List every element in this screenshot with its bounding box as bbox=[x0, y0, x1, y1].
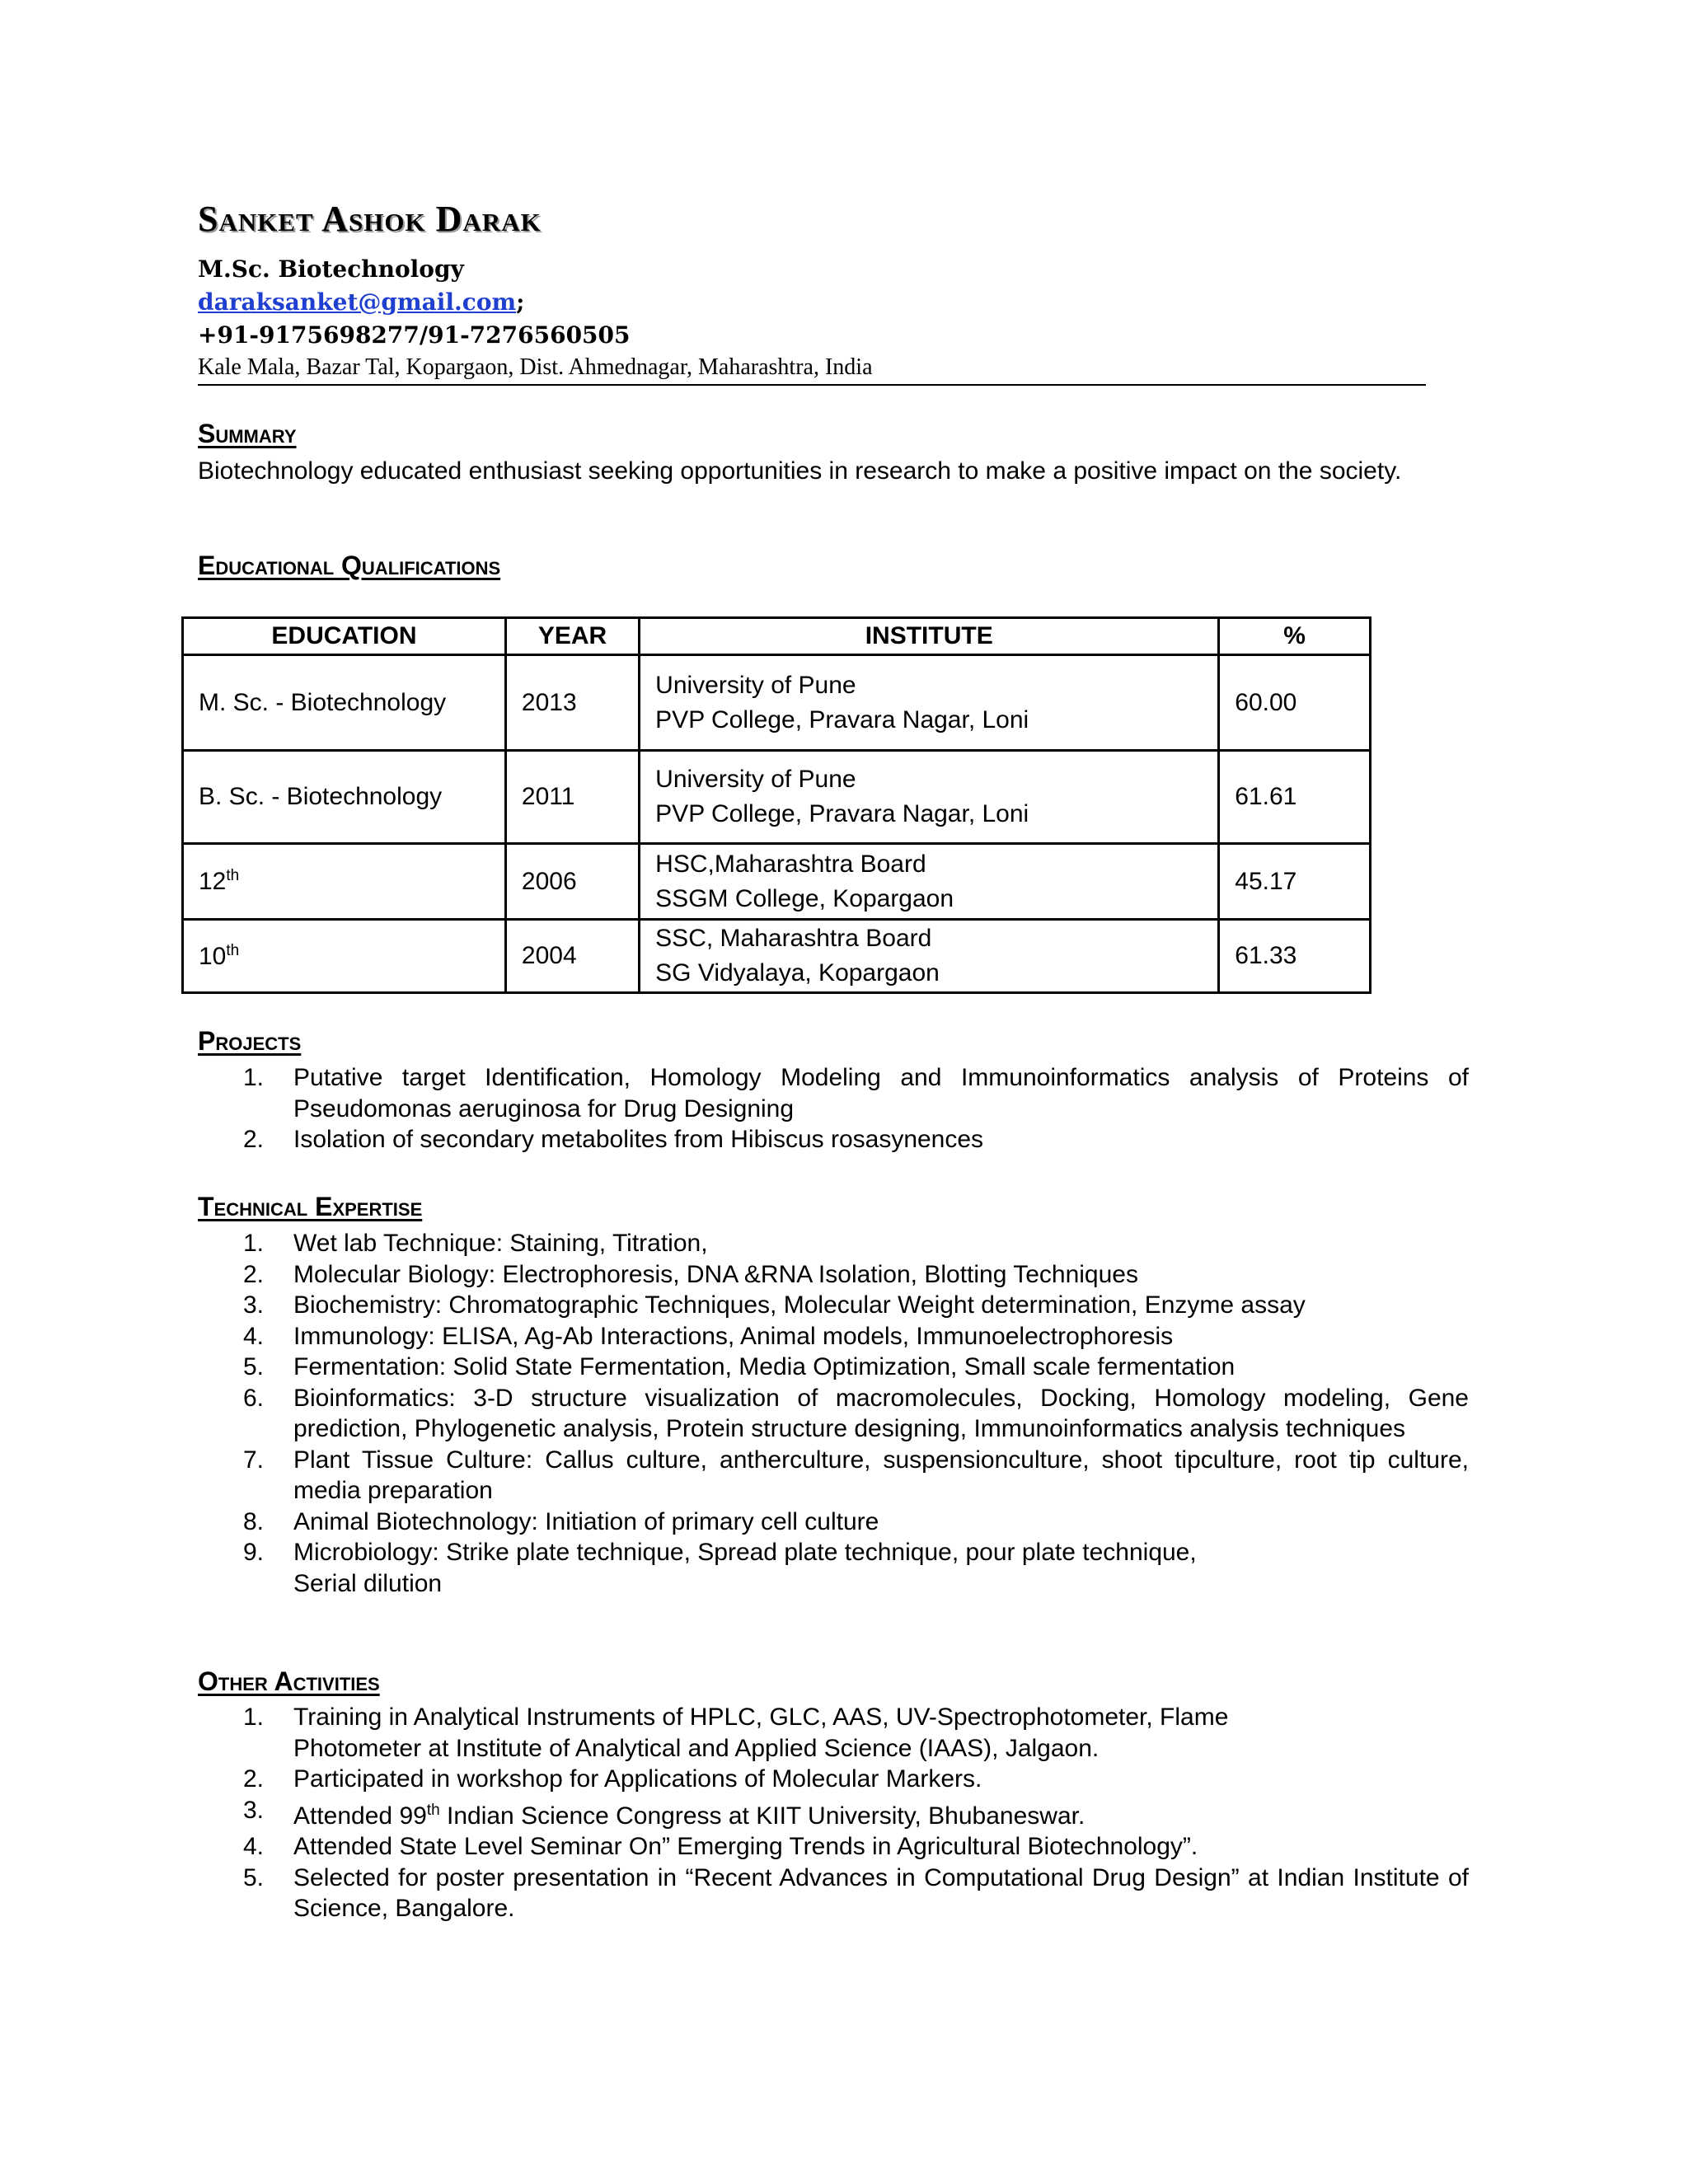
item-text: Putative target Identification, Homology Modeling and Immunoinformatics analysis of Proteins of Pseudomonas aeruginosa for Drug Designing bbox=[293, 1064, 1469, 1122]
institute-line: SSGM College, Kopargaon bbox=[655, 884, 954, 912]
item-number: 4. bbox=[243, 1833, 265, 1860]
year-cell: 2006 bbox=[505, 844, 639, 920]
list-item bbox=[198, 1537, 1469, 1599]
item-number: 5. bbox=[243, 1353, 265, 1380]
email-suffix: ; bbox=[516, 288, 525, 316]
table-row bbox=[183, 844, 1371, 920]
item-number: 7. bbox=[243, 1446, 265, 1474]
item-text: Biochemistry: Chromatographic Techniques, Molecular Weight determination, Enzyme assay bbox=[293, 1291, 1306, 1319]
list-item bbox=[198, 1702, 1469, 1764]
item-text: Isolation of secondary metabolites from Hibiscus rosasynences bbox=[293, 1126, 984, 1153]
email-line bbox=[198, 288, 525, 316]
column-header-percent: % bbox=[1219, 618, 1371, 655]
email-link[interactable]: daraksanket@gmail.com bbox=[198, 288, 517, 316]
item-number: 1. bbox=[243, 1064, 265, 1091]
summary-text: Biotechnology educated enthusiast seeking opportunities in research to make a positive impact on the society. bbox=[198, 457, 1402, 485]
item-text: Attended State Level Seminar On” Emerging Trends in Agricultural Biotechnology”. bbox=[293, 1833, 1198, 1860]
technical-heading: Technical Expertise bbox=[198, 1192, 423, 1221]
degree: M.Sc. Biotechnology bbox=[198, 255, 464, 283]
institute-line: HSC,Maharashtra Board bbox=[655, 850, 926, 878]
percent-cell: 60.00 bbox=[1219, 655, 1371, 751]
list-item bbox=[198, 1259, 1469, 1291]
institute-line: SSC, Maharashtra Board bbox=[655, 925, 932, 952]
item-text: Attended 99 bbox=[293, 1802, 427, 1830]
education-cell bbox=[183, 655, 506, 751]
item-text: Microbiology: Strike plate technique, Spread plate technique, pour plate technique, bbox=[293, 1539, 1197, 1566]
item-text: Fermentation: Solid State Fermentation, Media Optimization, Small scale fermentation bbox=[293, 1353, 1236, 1380]
ordinal-suffix: th bbox=[226, 867, 240, 884]
education-text: B. Sc. - Biotechnology bbox=[199, 783, 443, 810]
percent-cell: 45.17 bbox=[1219, 844, 1371, 920]
institute-line: PVP College, Pravara Nagar, Loni bbox=[655, 800, 1029, 827]
institute-line: SG Vidyalaya, Kopargaon bbox=[655, 959, 940, 987]
other-activities-heading: Other Activities bbox=[198, 1666, 380, 1696]
institute-cell bbox=[640, 920, 1219, 993]
item-number: 3. bbox=[243, 1291, 265, 1319]
education-table bbox=[181, 616, 1372, 994]
item-text: Plant Tissue Culture: Callus culture, antherculture, suspensionculture, shoot tipculture, root tip culture, media preparation bbox=[293, 1446, 1469, 1504]
item-number: 8. bbox=[243, 1507, 265, 1535]
candidate-name: Sanket Ashok Darak bbox=[198, 199, 542, 239]
list-item bbox=[198, 1863, 1469, 1924]
item-text: Training in Analytical Instruments of HPLC, GLC, AAS, UV-Spectrophotometer, Flame bbox=[293, 1704, 1229, 1731]
item-text: Participated in workshop for Applications of Molecular Markers. bbox=[293, 1765, 982, 1793]
list-item bbox=[198, 1383, 1469, 1445]
list-item bbox=[198, 1062, 1469, 1124]
education-cell bbox=[183, 920, 506, 993]
table-header-row bbox=[183, 618, 1371, 655]
item-text: Animal Biotechnology: Initiation of primary cell culture bbox=[293, 1507, 879, 1535]
table-row bbox=[183, 920, 1371, 993]
item-number: 5. bbox=[243, 1863, 265, 1891]
item-text: Molecular Biology: Electrophoresis, DNA &RNA Isolation, Blotting Techniques bbox=[293, 1260, 1138, 1288]
institute-cell bbox=[640, 751, 1219, 844]
item-number: 3. bbox=[243, 1796, 265, 1824]
other-activities-list bbox=[198, 1702, 1469, 1924]
item-number: 1. bbox=[243, 1230, 265, 1257]
column-header-education: EDUCATION bbox=[183, 618, 506, 655]
item-text-continued: Serial dilution bbox=[293, 1569, 443, 1597]
technical-list bbox=[198, 1228, 1469, 1599]
education-cell bbox=[183, 844, 506, 920]
institute-line: University of Pune bbox=[655, 671, 856, 699]
list-item bbox=[198, 1321, 1469, 1352]
list-item bbox=[198, 1831, 1469, 1863]
column-header-institute: INSTITUTE bbox=[640, 618, 1219, 655]
summary-heading: Summary bbox=[198, 419, 297, 448]
list-item bbox=[198, 1124, 1469, 1155]
ordinal-suffix: th bbox=[426, 1801, 440, 1819]
education-text: 12 bbox=[199, 868, 227, 895]
item-number: 2. bbox=[243, 1765, 265, 1793]
education-text: M. Sc. - Biotechnology bbox=[199, 688, 447, 716]
list-item bbox=[198, 1795, 1469, 1832]
item-number: 6. bbox=[243, 1384, 265, 1412]
year-cell: 2013 bbox=[505, 655, 639, 751]
ordinal-suffix: th bbox=[226, 941, 240, 959]
education-heading: Educational Qualifications bbox=[198, 551, 501, 580]
column-header-year: YEAR bbox=[505, 618, 639, 655]
year-cell: 2011 bbox=[505, 751, 639, 844]
table-row bbox=[183, 751, 1371, 844]
item-number: 4. bbox=[243, 1322, 265, 1350]
table-row bbox=[183, 655, 1371, 751]
year-cell: 2004 bbox=[505, 920, 639, 993]
projects-list bbox=[198, 1062, 1469, 1155]
institute-cell bbox=[640, 655, 1219, 751]
list-item bbox=[198, 1228, 1469, 1259]
item-number: 2. bbox=[243, 1260, 265, 1288]
item-text: Indian Science Congress at KIIT University, Bhubaneswar. bbox=[439, 1802, 1085, 1830]
education-text: 10 bbox=[199, 942, 227, 970]
item-text-continued: Photometer at Institute of Analytical and Applied Science (IAAS), Jalgaon. bbox=[293, 1734, 1100, 1762]
list-item bbox=[198, 1445, 1469, 1507]
education-cell bbox=[183, 751, 506, 844]
list-item bbox=[198, 1507, 1469, 1538]
item-number: 2. bbox=[243, 1126, 265, 1153]
item-number: 9. bbox=[243, 1539, 265, 1566]
header-divider bbox=[198, 384, 1426, 386]
item-text: Bioinformatics: 3-D structure visualization of macromolecules, Docking, Homology modeling, Gene prediction, Phylogenetic analysis, Protein structure designing, Immunoinformatics analysis techniques bbox=[293, 1384, 1469, 1442]
percent-cell: 61.33 bbox=[1219, 920, 1371, 993]
address: Kale Mala, Bazar Tal, Kopargaon, Dist. Ahmednagar, Maharashtra, India bbox=[198, 354, 873, 380]
phone-numbers: +91-9175698277/91-7276560505 bbox=[198, 321, 631, 349]
institute-cell bbox=[640, 844, 1219, 920]
percent-cell: 61.61 bbox=[1219, 751, 1371, 844]
list-item bbox=[198, 1764, 1469, 1795]
institute-line: University of Pune bbox=[655, 766, 856, 793]
institute-line: PVP College, Pravara Nagar, Loni bbox=[655, 705, 1029, 733]
item-text: Wet lab Technique: Staining, Titration, bbox=[293, 1230, 708, 1257]
list-item bbox=[198, 1290, 1469, 1321]
projects-heading: Projects bbox=[198, 1026, 302, 1056]
item-number: 1. bbox=[243, 1704, 265, 1731]
item-text: Selected for poster presentation in “Recent Advances in Computational Drug Design” at Indian Institute of Science, Bangalore. bbox=[293, 1863, 1469, 1922]
list-item bbox=[198, 1352, 1469, 1383]
item-text: Immunology: ELISA, Ag-Ab Interactions, Animal models, Immunoelectrophoresis bbox=[293, 1322, 1174, 1350]
